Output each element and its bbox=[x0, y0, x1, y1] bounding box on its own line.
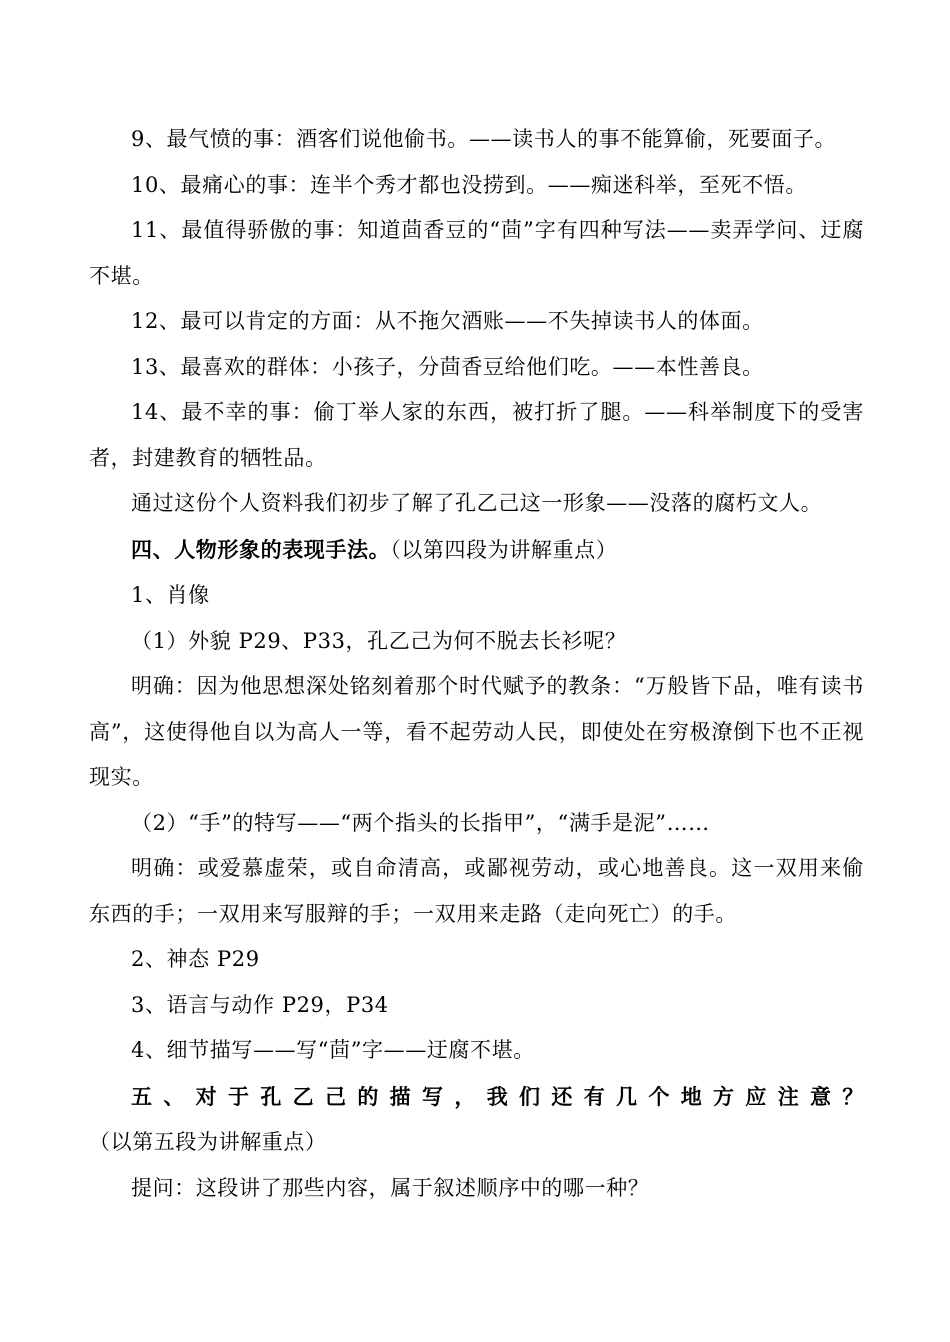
paragraph-summary: 通过这份个人资料我们初步了解了孔乙己这一形象——没落的腐朽文人。 bbox=[131, 491, 823, 515]
section-heading-5 bbox=[89, 1074, 864, 1166]
paragraph-item-10: 10、最痛心的事：连半个秀才都也没捞到。——痴迷科举，至死不悟。 bbox=[131, 172, 807, 197]
section-heading-5-note: （以第五段为讲解重点） bbox=[89, 1130, 327, 1154]
section-heading-4-title: 四、人物形象的表现手法。 bbox=[131, 536, 391, 562]
paragraph-item-9: 9、最气愤的事：酒客们说他偷书。——读书人的事不能算偷，死要面子。 bbox=[131, 127, 837, 151]
section-heading-4 bbox=[89, 527, 864, 574]
subheading-expression: 2、神态 P29 bbox=[131, 947, 260, 971]
paragraph-answer-2: 明确：或爱慕虚荣，或自命清高，或鄙视劳动，或心地善良。这一双用来偷东西的手；一双用来写服辩的手；一双用来走路（走向死亡）的手。 bbox=[89, 856, 864, 926]
paragraph-question: 提问：这段讲了那些内容，属于叙述顺序中的哪一种？ bbox=[131, 1175, 650, 1200]
paragraph-item-13: 13、最喜欢的群体：小孩子，分茴香豆给他们吃。——本性善良。 bbox=[131, 354, 764, 379]
document-body bbox=[89, 117, 864, 1211]
paragraph-answer-1: 明确：因为他思想深处铭刻着那个时代赋予的教条：“万般皆下品，唯有读书高”，这使得他自以为高人一等，看不起劳动人民，即使处在穷极潦倒下也不正视现实。 bbox=[89, 674, 864, 789]
paragraph-item-12: 12、最可以肯定的方面：从不拖欠酒账——不失掉读书人的体面。 bbox=[131, 309, 764, 333]
subheading-detail: 4、细节描写——写“茴”字——迂腐不堪。 bbox=[131, 1038, 535, 1062]
paragraph-hands: （2）“手”的特写——“两个指头的长指甲”，“满手是泥”…… bbox=[131, 810, 710, 835]
paragraph-item-14: 14、最不幸的事：偷丁举人家的东西，被打折了腿。——科举制度下的受害者，封建教育的牺牲品。 bbox=[89, 400, 864, 470]
paragraph-item-11: 11、最值得骄傲的事：知道茴香豆的“茴”字有四种写法——卖弄学问、迂腐不堪。 bbox=[89, 218, 864, 288]
subheading-portrait: 1、肖像 bbox=[131, 583, 210, 607]
section-heading-4-note: （以第四段为讲解重点） bbox=[390, 537, 618, 562]
section-heading-5-title: 五、对于孔乙己的描写，我们还有几个地方应注意？ bbox=[131, 1083, 864, 1109]
subheading-language-action: 3、语言与动作 P29，P34 bbox=[131, 992, 389, 1017]
paragraph-appearance: （1）外貌 P29、P33，孔乙己为何不脱去长衫呢？ bbox=[131, 628, 627, 653]
